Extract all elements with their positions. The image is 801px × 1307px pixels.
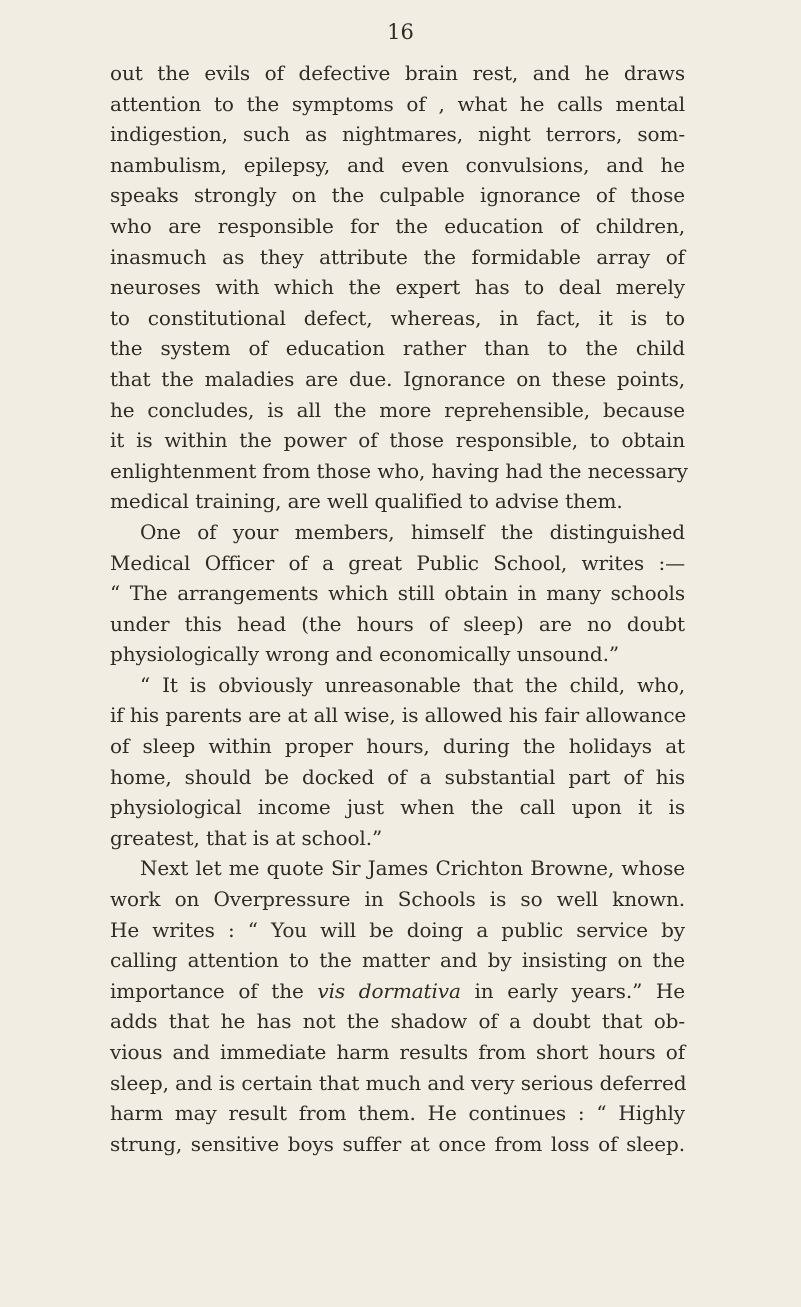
text-line: enlightenment from those who, having had the necessary — [110, 458, 688, 483]
text-line: “ The arrangements which still obtain in many schools — [110, 581, 685, 606]
text-line: home, should be docked of a substantial part of his — [110, 764, 685, 789]
text-line: calling attention to the matter and by insisting on the — [110, 948, 685, 973]
text-line: under this head (the hours of sleep) are no doubt — [110, 611, 685, 636]
text-line: physiologically wrong and economically unsound.” — [110, 642, 619, 667]
text-line: greatest, that is at school.” — [110, 825, 383, 850]
text-line: to constitutional defect, whereas, in fact, it is to — [110, 305, 685, 330]
text-line: it is within the power of those responsible, to obtain — [110, 428, 685, 453]
text-line: He writes : “ You will be doing a public service by — [110, 917, 685, 942]
latin-phrase: vis dormativa — [317, 978, 461, 1003]
text-line: work on Overpressure in Schools is so well known. — [110, 887, 685, 912]
text-line: of sleep within proper hours, during the holidays at — [110, 734, 685, 759]
page-number: 16 — [387, 20, 414, 44]
text-line: physiological income just when the call upon it is — [110, 795, 685, 820]
text-line: nambulism, epilepsy, and even convulsions, and he — [110, 152, 685, 177]
text-line: if his parents are at all wise, is allowed his fair allowance — [110, 703, 687, 728]
text-segment: importance of the — [110, 978, 318, 1003]
text-line: speaks strongly on the culpable ignorance of those — [110, 183, 685, 208]
text-line: who are responsible for the education of children, — [110, 213, 685, 238]
text-segment: in early years.” He — [460, 978, 685, 1003]
text-line: medical training, are well qualified to advise them. — [110, 489, 623, 514]
text-line: inasmuch as they attribute the formidable array of — [110, 244, 685, 269]
text-line: attention to the symptoms of , what he calls mental — [110, 91, 685, 116]
body-text — [110, 58, 688, 1159]
text-line: indigestion, such as nightmares, night terrors, som- — [110, 122, 685, 147]
text-line: One of your members, himself the distinguished — [140, 519, 685, 544]
text-line: Medical Officer of a great Public School, writes :— — [110, 550, 685, 575]
text-line: sleep, and is certain that much and very serious deferred — [110, 1070, 687, 1095]
text-line: out the evils of defective brain rest, and he draws — [110, 61, 685, 85]
text-line: neuroses with which the expert has to deal merely — [110, 275, 685, 300]
text-line: harm may result from them. He continues : “ Highly — [110, 1101, 685, 1126]
text-line: the system of education rather than to the child — [110, 336, 685, 361]
text-line — [110, 976, 685, 1007]
text-line: adds that he has not the shadow of a doubt that ob- — [110, 1009, 685, 1034]
text-line: he concludes, is all the more reprehensible, because — [110, 397, 685, 422]
text-line: “ It is obviously unreasonable that the child, who, — [140, 672, 685, 697]
text-line: strung, sensitive boys suffer at once from loss of sleep. — [110, 1131, 685, 1156]
text-line: vious and immediate harm results from short hours of — [110, 1040, 685, 1064]
text-line: that the maladies are due. Ignorance on these points, — [110, 366, 685, 391]
text-line: Next let me quote Sir James Crichton Browne, whose — [140, 856, 685, 881]
